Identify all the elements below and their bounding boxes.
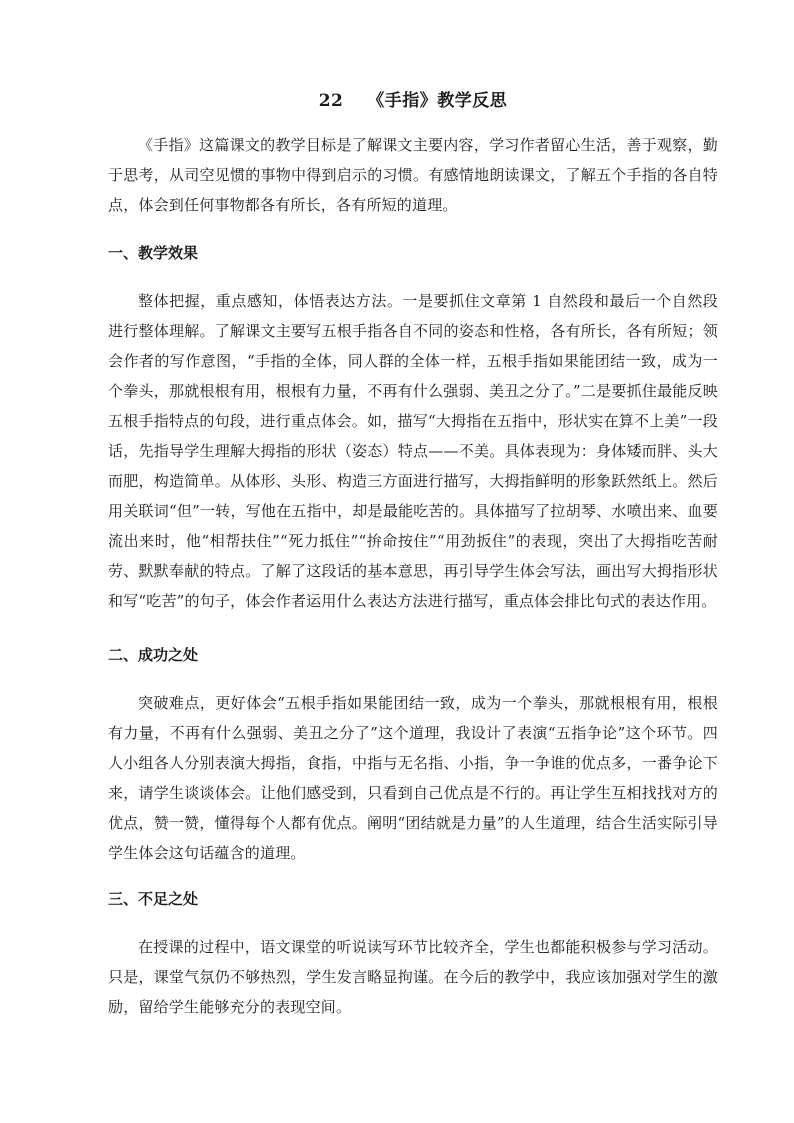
section-heading: 一、教学效果 [108, 244, 199, 262]
section-paragraph: 在授课的过程中，语文课堂的听说读写环节比较齐全，学生也都能积极参与学习活动。只是，课堂气氛仍不够热烈，学生发言略显拘谨。在今后的教学中，我应该加强对学生的激励，留给学生能够充分的表现空间。 [108, 938, 718, 1016]
section-shortcomings [108, 884, 718, 1022]
intro-section [108, 130, 718, 220]
section-teaching-effect [108, 238, 718, 616]
intro-paragraph: 《手指》这篇课文的教学目标是了解课文主要内容，学习作者留心生活，善于观察，勤于思考，从司空见惯的事物中得到启示的习惯。有感情地朗读课文，了解五个手指的各自特点，体会到任何事物都各有所长，各有所短的道理。 [108, 136, 718, 214]
section-success [108, 640, 718, 868]
document-title: 22 《手指》教学反思 [318, 91, 508, 111]
section-paragraph: 整体把握，重点感知，体悟表达方法。一是要抓住文章第 1 自然段和最后一个自然段进行整体理解。了解课文主要写五根手指各自不同的姿态和性格，各有所长，各有所短；领会作者的写作意图，“手指的全体，同人群的全体一样，五根手指如果能团结一致，成为一个拳头，那就根根有用，根根有力量，不再有什么强弱、美丑之分了。”二是要抓住最能反映五根手指特点的句段，进行重点体会。如，描写“大拇指在五指中，形状实在算不上美”一段话，先指导学生理解大拇指的形状（姿态）特点——不美。具体表现为：身体矮而胖、头大而肥，构造简单。从体形、头形、构造三方面进行描写，大拇指鲜明的形象跃然纸上。然后用关联词“但”一转，写他在五指中，却是最能吃苦的。具体描写了拉胡琴、水喷出来、血要流出来时，他“相帮扶住”“死力抵住”“拚命按住”“用劲扳住”的表现，突出了大拇指吃苦耐劳、默默奉献的特点。了解了这段话的基本意思，再引导学生体会写法，画出写大拇指形状和写“吃苦”的句子，体会作者运用什么表达方法进行描写，重点体会排比句式的表达作用。 [108, 292, 718, 610]
section-paragraph: 突破难点，更好体会“五根手指如果能团结一致，成为一个拳头，那就根根有用，根根有力量，不再有什么强弱、美丑之分了”这个道理，我设计了表演“五指争论”这个环节。四人小组各人分别表演大拇指，食指，中指与无名指、小指，争一争谁的优点多，一番争论下来，请学生谈谈体会。让他们感受到，只看到自己优点是不行的。再让学生互相找找对方的优点，赞一赞，懂得每个人都有优点。阐明“团结就是力量”的人生道理，结合生活实际引导学生体会这句话蕴含的道理。 [108, 694, 718, 862]
section-heading: 三、不足之处 [108, 890, 199, 908]
section-heading: 二、成功之处 [108, 646, 199, 664]
